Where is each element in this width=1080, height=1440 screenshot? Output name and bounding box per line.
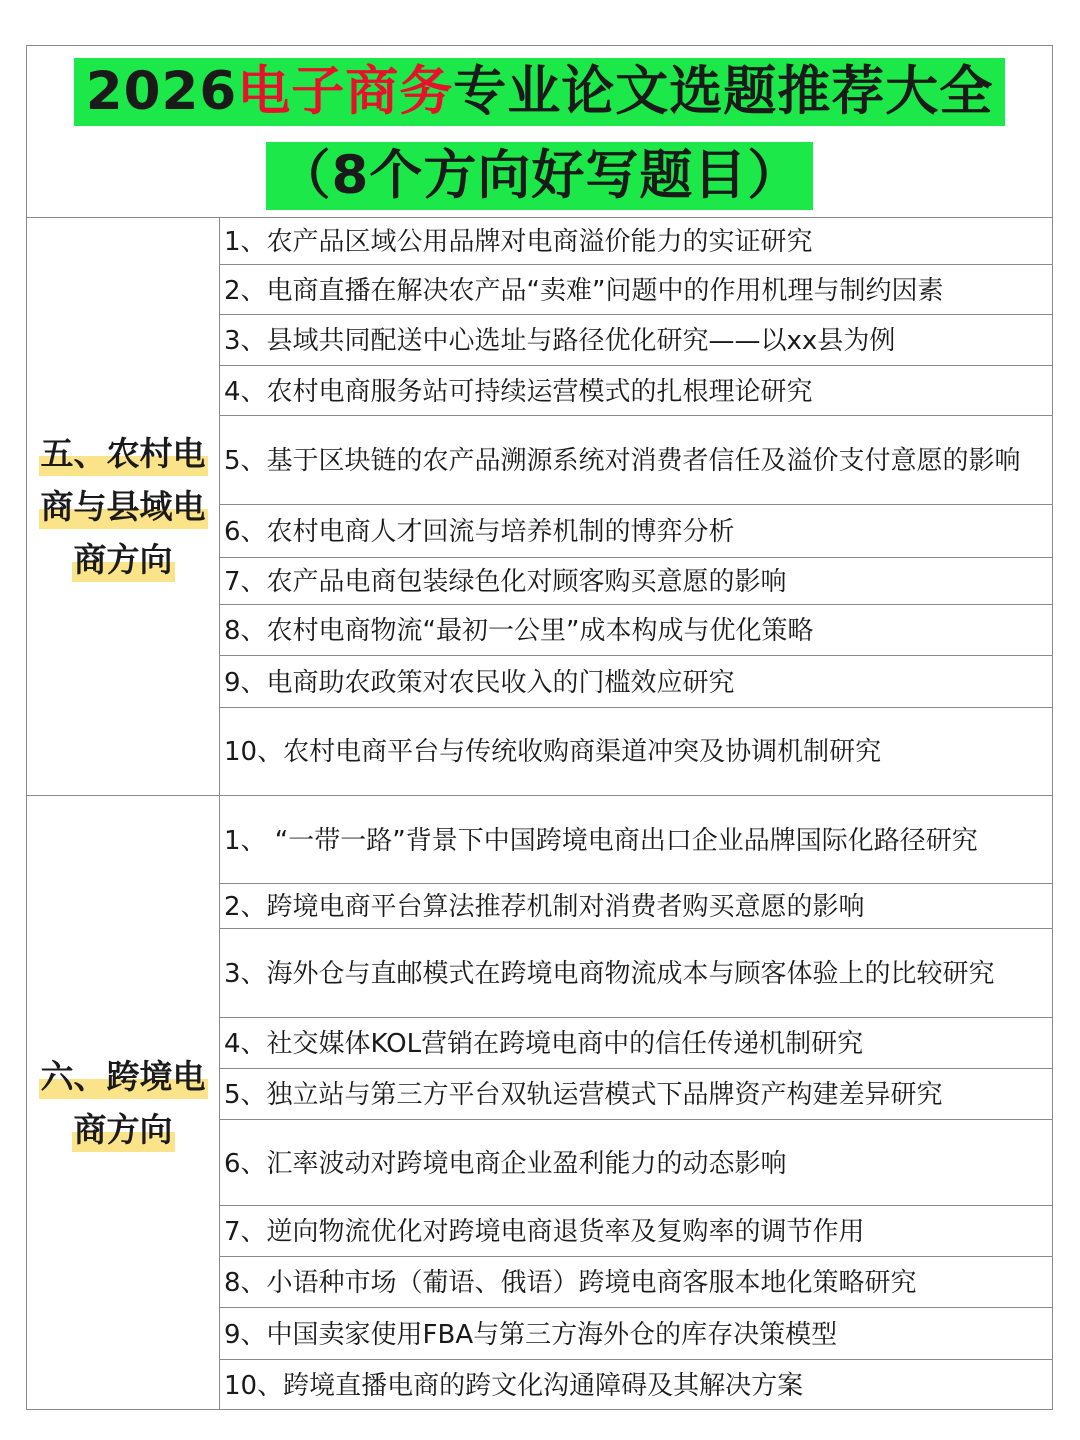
topic-text: 9、中国卖家使用FBA与第三方海外仓的库存决策模型 [224, 1319, 838, 1350]
title-block [27, 46, 1052, 218]
topic-text: 5、基于区块链的农产品溯源系统对消费者信任及溢价支付意愿的影响 [224, 446, 1021, 476]
section-cross-border-ecommerce [27, 796, 1052, 1409]
topic-row [220, 708, 1052, 794]
title-prefix: 2026 [85, 61, 238, 122]
topic-text: 3、县域共同配送中心选址与路径优化研究——以xx县为例 [224, 326, 896, 356]
topic-list [220, 796, 1052, 1409]
topic-row [220, 1360, 1052, 1409]
topic-row [220, 796, 1052, 884]
topic-text: 8、小语种市场（葡语、俄语）跨境电商客服本地化策略研究 [224, 1268, 917, 1298]
title-line-1 [27, 58, 1052, 126]
topic-row [220, 505, 1052, 558]
topic-row [220, 884, 1052, 929]
topic-row [220, 1120, 1052, 1206]
topic-row [220, 1206, 1052, 1257]
topic-row [220, 558, 1052, 605]
section-label-line: 商方向 [72, 1103, 175, 1156]
section-label [27, 796, 220, 1409]
topic-text: 10、跨境直播电商的跨文化沟通障碍及其解决方案 [224, 1370, 804, 1401]
topic-text: 6、农村电商人才回流与培养机制的博弈分析 [224, 517, 735, 547]
topic-text: 4、农村电商服务站可持续运营模式的扎根理论研究 [224, 376, 813, 407]
topic-text: 1、 “一带一路”背景下中国跨境电商出口企业品牌国际化路径研究 [224, 825, 978, 856]
section-label [27, 218, 220, 795]
topic-row [220, 929, 1052, 1018]
topic-text: 9、电商助农政策对农民收入的门槛效应研究 [224, 667, 735, 698]
topic-text: 2、跨境电商平台算法推荐机制对消费者购买意愿的影响 [224, 892, 865, 922]
section-rural-ecommerce [27, 218, 1052, 796]
title-highlight-1 [74, 58, 1006, 126]
topic-row [220, 1069, 1052, 1120]
topic-text: 7、农产品电商包装绿色化对顾客购买意愿的影响 [224, 567, 787, 597]
topic-row [220, 605, 1052, 656]
topic-text: 10、农村电商平台与传统收购商渠道冲突及协调机制研究 [224, 737, 882, 767]
topic-text: 6、汇率波动对跨境电商企业盈利能力的动态影响 [224, 1148, 787, 1179]
topic-row [220, 416, 1052, 505]
topic-row [220, 1257, 1052, 1308]
topic-row [220, 315, 1052, 366]
topic-table [26, 45, 1053, 1410]
title-suffix: 专业论文选题推荐大全 [453, 61, 994, 122]
section-label-line: 六、跨境电 [39, 1050, 208, 1103]
topic-text: 8、农村电商物流“最初一公里”成本构成与优化策略 [224, 616, 814, 646]
topic-text: 1、农产品区域公用品牌对电商溢价能力的实证研究 [224, 227, 813, 257]
topic-row [220, 218, 1052, 265]
topic-text: 3、海外仓与直邮模式在跨境电商物流成本与顾客体验上的比较研究 [224, 959, 995, 989]
topic-row [220, 366, 1052, 416]
topic-text: 5、独立站与第三方平台双轨运营模式下品牌资产构建差异研究 [224, 1080, 943, 1110]
topic-text: 4、社交媒体KOL营销在跨境电商中的信任传递机制研究 [224, 1029, 864, 1059]
title-subtitle: （8个方向好写题目） [266, 142, 814, 210]
section-label-line: 商与县域电 [39, 480, 208, 533]
topic-text: 7、逆向物流优化对跨境电商退货率及复购率的调节作用 [224, 1217, 865, 1247]
title-line-2 [27, 142, 1052, 210]
topic-list [220, 218, 1052, 794]
topic-row [220, 1308, 1052, 1360]
topic-row [220, 265, 1052, 315]
topic-row [220, 1018, 1052, 1069]
topic-row [220, 656, 1052, 708]
title-keyword: 电子商务 [237, 61, 454, 122]
topic-text: 2、电商直播在解决农产品“卖难”问题中的作用机理与制约因素 [224, 275, 944, 306]
section-label-line: 五、农村电 [39, 427, 208, 480]
section-label-line: 商方向 [72, 533, 175, 586]
